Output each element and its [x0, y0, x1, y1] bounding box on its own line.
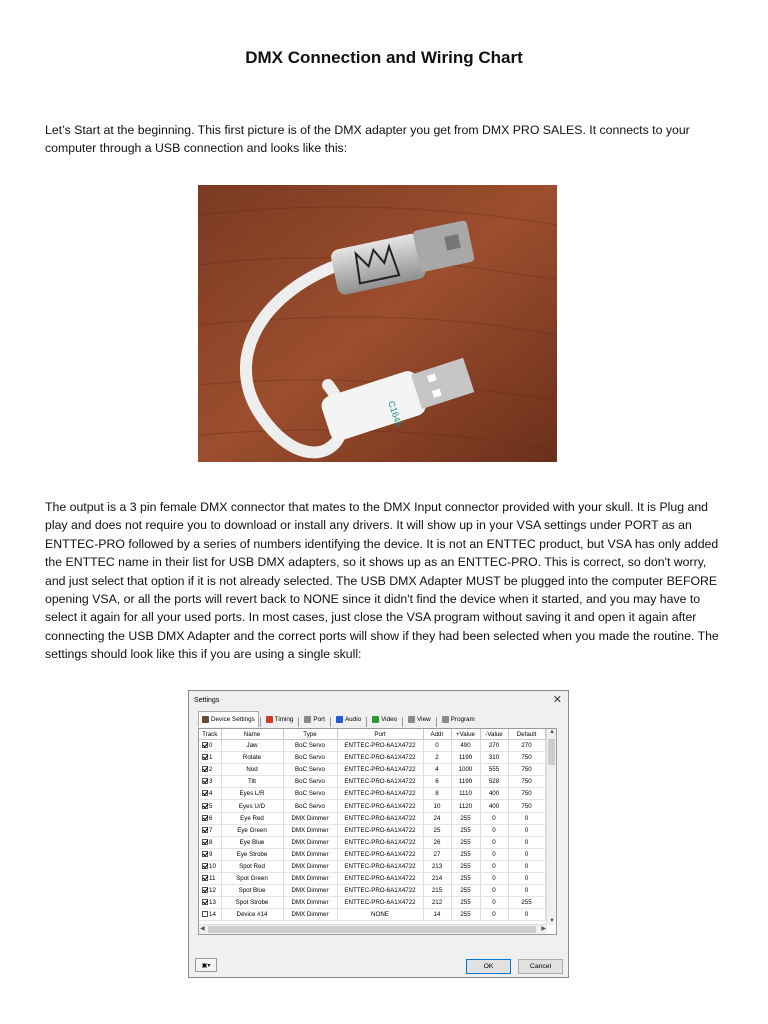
name-cell[interactable]: Eye Green	[221, 824, 283, 836]
track-checkbox[interactable]	[202, 875, 208, 881]
usb-dmx-adapter-photo	[198, 185, 557, 462]
table-row[interactable]	[199, 764, 545, 776]
track-cell	[199, 873, 221, 885]
track-number: 14	[209, 911, 216, 919]
table-row[interactable]	[199, 752, 545, 764]
scroll-right-icon[interactable]: ▶	[541, 926, 546, 932]
port-cell[interactable]: ENTTEC-PRO-6A1X4722	[337, 812, 423, 824]
plus-cell[interactable]: 1190	[451, 776, 480, 788]
type-cell[interactable]: BoC Servo	[283, 776, 337, 788]
port-cell[interactable]: ENTTEC-PRO-6A1X4722	[337, 740, 423, 752]
name-cell[interactable]: Eyes U/D	[221, 800, 283, 812]
tab-label: Device Settings	[211, 716, 255, 723]
track-cell	[199, 788, 221, 800]
minus-cell[interactable]: 400	[480, 800, 508, 812]
tab-label: View	[417, 716, 431, 723]
name-cell[interactable]: Spot Blue	[221, 885, 283, 897]
minus-cell[interactable]: 0	[480, 824, 508, 836]
name-cell[interactable]: Jaw	[221, 740, 283, 752]
addr-cell[interactable]: 10	[423, 800, 451, 812]
default-cell[interactable]: 255	[508, 897, 545, 909]
tab-device-settings[interactable]	[198, 711, 259, 727]
table-row[interactable]	[199, 885, 545, 897]
vertical-scrollbar[interactable]	[546, 729, 556, 925]
minus-cell[interactable]: 0	[480, 860, 508, 872]
plus-cell[interactable]: 1000	[451, 764, 480, 776]
plus-cell[interactable]: 255	[451, 897, 480, 909]
port-cell[interactable]: ENTTEC-PRO-6A1X4722	[337, 800, 423, 812]
default-cell[interactable]: 750	[508, 764, 545, 776]
plus-cell[interactable]: 255	[451, 812, 480, 824]
addr-cell[interactable]: 4	[423, 764, 451, 776]
column-header[interactable]: Port	[337, 729, 423, 740]
track-number: 11	[209, 875, 216, 883]
vertical-scroll-thumb[interactable]	[548, 739, 555, 765]
track-checkbox[interactable]	[202, 754, 208, 760]
track-cell	[199, 812, 221, 824]
intro-paragraph: Let’s Start at the beginning. This first picture is of the DMX adapter you get from DMX PRO SALES. It connects to your computer through a USB connection and looks like this:	[45, 123, 690, 156]
settings-window-title: Settings	[194, 697, 220, 704]
track-cell	[199, 897, 221, 909]
document-title: DMX Connection and Wiring Chart	[245, 48, 523, 67]
track-number: 3	[209, 778, 213, 786]
port-cell[interactable]: ENTTEC-PRO-6A1X4722	[337, 788, 423, 800]
plus-cell[interactable]: 255	[451, 909, 480, 921]
default-cell[interactable]: 750	[508, 788, 545, 800]
tab-separator	[298, 717, 299, 727]
track-number: 6	[209, 814, 213, 822]
port-cell[interactable]: ENTTEC-PRO-6A1X4722	[337, 752, 423, 764]
name-cell[interactable]: Tilt	[221, 776, 283, 788]
minus-cell[interactable]: 0	[480, 848, 508, 860]
track-cell	[199, 860, 221, 872]
default-cell[interactable]: 270	[508, 740, 545, 752]
port-cell[interactable]: ENTTEC-PRO-6A1X4722	[337, 836, 423, 848]
type-cell[interactable]: DMX Dimmer	[283, 897, 337, 909]
type-cell[interactable]: BoC Servo	[283, 788, 337, 800]
tab-separator	[436, 717, 437, 727]
addr-cell[interactable]: 8	[423, 788, 451, 800]
tab-separator	[260, 717, 261, 727]
port-cell[interactable]: ENTTEC-PRO-6A1X4722	[337, 824, 423, 836]
addr-cell[interactable]: 27	[423, 848, 451, 860]
track-number: 7	[209, 826, 213, 834]
track-number: 1	[209, 754, 213, 762]
scroll-left-icon[interactable]: ◀	[200, 926, 205, 932]
track-cell	[199, 740, 221, 752]
track-number: 2	[209, 766, 213, 774]
column-header[interactable]: Default	[508, 729, 545, 740]
minus-cell[interactable]: 0	[480, 885, 508, 897]
table-row[interactable]	[199, 776, 545, 788]
track-cell	[199, 824, 221, 836]
tab-program[interactable]	[438, 712, 479, 727]
tab-timing[interactable]	[262, 712, 298, 727]
type-cell[interactable]: DMX Dimmer	[283, 812, 337, 824]
scroll-down-icon[interactable]: ▼	[549, 918, 555, 924]
type-cell[interactable]: DMX Dimmer	[283, 836, 337, 848]
type-cell[interactable]: BoC Servo	[283, 740, 337, 752]
track-checkbox[interactable]	[202, 766, 208, 772]
type-cell[interactable]: BoC Servo	[283, 764, 337, 776]
default-cell[interactable]: 0	[508, 860, 545, 872]
type-cell[interactable]: DMX Dimmer	[283, 824, 337, 836]
timing-icon	[266, 716, 273, 723]
settings-window	[188, 690, 569, 978]
tab-port[interactable]	[300, 712, 329, 727]
table-row[interactable]	[199, 836, 545, 848]
video-icon	[372, 716, 379, 723]
cancel-button[interactable]: Cancel	[518, 959, 563, 974]
port-cell[interactable]: ENTTEC-PRO-6A1X4722	[337, 860, 423, 872]
close-icon[interactable]: ✕	[552, 694, 562, 706]
tab-label: Port	[313, 716, 325, 723]
track-checkbox[interactable]	[202, 911, 208, 917]
tab-separator	[330, 717, 331, 727]
name-cell[interactable]: Spot Red	[221, 860, 283, 872]
table-row[interactable]	[199, 848, 545, 860]
default-cell[interactable]: 750	[508, 776, 545, 788]
name-cell[interactable]: Spot Strobe	[221, 897, 283, 909]
track-checkbox[interactable]	[202, 863, 208, 869]
port-icon	[304, 716, 311, 723]
track-number: 8	[209, 838, 213, 846]
table-row[interactable]	[199, 897, 545, 909]
window-menu-icon[interactable]: ▣▾	[195, 958, 217, 972]
name-cell[interactable]: Device #14	[221, 909, 283, 921]
track-checkbox[interactable]	[202, 742, 208, 748]
addr-cell[interactable]: 213	[423, 860, 451, 872]
tab-audio[interactable]	[332, 712, 365, 727]
name-cell[interactable]: Eye Blue	[221, 836, 283, 848]
minus-cell[interactable]: 0	[480, 873, 508, 885]
minus-cell[interactable]: 0	[480, 812, 508, 824]
table-row[interactable]	[199, 873, 545, 885]
track-checkbox[interactable]	[202, 827, 208, 833]
table-row[interactable]	[199, 800, 545, 812]
default-cell[interactable]: 0	[508, 873, 545, 885]
plus-cell[interactable]: 1110	[451, 788, 480, 800]
column-header[interactable]: Track	[199, 729, 221, 740]
track-cell	[199, 764, 221, 776]
table-row[interactable]	[199, 788, 545, 800]
type-cell[interactable]: BoC Servo	[283, 800, 337, 812]
name-cell[interactable]: Eye Red	[221, 812, 283, 824]
table-row[interactable]	[199, 824, 545, 836]
tab-separator	[402, 717, 403, 727]
device-settings-grid	[198, 728, 557, 935]
port-cell[interactable]: ENTTEC-PRO-6A1X4722	[337, 848, 423, 860]
track-checkbox[interactable]	[202, 778, 208, 784]
track-number: 12	[209, 887, 216, 895]
track-number: 4	[209, 790, 213, 798]
addr-cell[interactable]: 24	[423, 812, 451, 824]
default-cell[interactable]: 0	[508, 848, 545, 860]
tab-label: Program	[450, 716, 475, 723]
minus-cell[interactable]: 0	[480, 897, 508, 909]
column-header[interactable]: +Value	[451, 729, 480, 740]
track-number: 9	[209, 850, 213, 858]
track-checkbox[interactable]	[202, 887, 208, 893]
default-cell[interactable]: 0	[508, 909, 545, 921]
tab-label: Timing	[274, 716, 294, 723]
name-cell[interactable]: Eyes L/R	[221, 788, 283, 800]
addr-cell[interactable]: 26	[423, 836, 451, 848]
addr-cell[interactable]: 212	[423, 897, 451, 909]
plus-cell[interactable]: 255	[451, 885, 480, 897]
addr-cell[interactable]: 215	[423, 885, 451, 897]
tab-view[interactable]	[404, 712, 435, 727]
type-cell[interactable]: BoC Servo	[283, 752, 337, 764]
track-cell	[199, 848, 221, 860]
track-cell	[199, 885, 221, 897]
type-cell[interactable]: DMX Dimmer	[283, 860, 337, 872]
name-cell[interactable]: Nod	[221, 764, 283, 776]
view-icon	[408, 716, 415, 723]
plus-cell[interactable]: 255	[451, 836, 480, 848]
minus-cell[interactable]: 0	[480, 836, 508, 848]
minus-cell[interactable]: 528	[480, 776, 508, 788]
column-header[interactable]: -Value	[480, 729, 508, 740]
track-cell	[199, 776, 221, 788]
name-cell[interactable]: Rotate	[221, 752, 283, 764]
track-cell	[199, 836, 221, 848]
default-cell[interactable]: 0	[508, 885, 545, 897]
table-row[interactable]	[199, 740, 545, 752]
settings-tabs	[198, 713, 479, 727]
plus-cell[interactable]: 255	[451, 824, 480, 836]
tab-video[interactable]	[368, 712, 401, 727]
port-cell[interactable]: ENTTEC-PRO-6A1X4722	[337, 873, 423, 885]
plus-cell[interactable]: 490	[451, 740, 480, 752]
plus-cell[interactable]: 1190	[451, 752, 480, 764]
plus-cell[interactable]: 1120	[451, 800, 480, 812]
track-number: 5	[209, 802, 213, 810]
port-cell[interactable]: NONE	[337, 909, 423, 921]
port-cell[interactable]: ENTTEC-PRO-6A1X4722	[337, 776, 423, 788]
addr-cell[interactable]: 0	[423, 740, 451, 752]
port-cell[interactable]: ENTTEC-PRO-6A1X4722	[337, 897, 423, 909]
minus-cell[interactable]: 400	[480, 788, 508, 800]
minus-cell[interactable]: 0	[480, 909, 508, 921]
output-paragraph: The output is a 3 pin female DMX connector that mates to the DMX Input connector provided with your skull. It is Plug and play and does not require you to download or install any drivers. It will show up in your VSA settings under PORT as an ENTTEC-PRO followed by a series of numbers identifying the device. It is not an ENTTEC product, but VSA has only added the ENTTEC name in their list for USB DMX adapters, so it shows up as an ENTTEC-PRO. This is correct, so don't worry, and just select that option if it is not already selected. The USB DMX Adapter MUST be plugged into the computer BEFORE opening VSA, or all the ports will revert back to NONE since it didn't find the device when it started, and you may have to select it again for all your used ports. In most cases, just close the VSA program without saving it and open it again after connecting the USB DMX Adapter and the correct ports will show if they had been selected when you made the routine. The settings should look like this if you are using a single skull:	[45, 500, 719, 662]
default-cell[interactable]: 750	[508, 800, 545, 812]
addr-cell[interactable]: 6	[423, 776, 451, 788]
cable-label-text: C1646	[386, 399, 404, 428]
type-cell[interactable]: DMX Dimmer	[283, 885, 337, 897]
addr-cell[interactable]: 25	[423, 824, 451, 836]
audio-icon	[336, 716, 343, 723]
plus-cell[interactable]: 255	[451, 873, 480, 885]
minus-cell[interactable]: 270	[480, 740, 508, 752]
minus-cell[interactable]: 310	[480, 752, 508, 764]
addr-cell[interactable]: 214	[423, 873, 451, 885]
track-checkbox[interactable]	[202, 790, 208, 796]
ok-button[interactable]: OK	[466, 959, 511, 974]
tab-label: Video	[381, 716, 398, 723]
plus-cell[interactable]: 255	[451, 860, 480, 872]
port-cell[interactable]: ENTTEC-PRO-6A1X4722	[337, 885, 423, 897]
track-number: 10	[209, 862, 216, 870]
track-checkbox[interactable]	[202, 899, 208, 905]
default-cell[interactable]: 0	[508, 836, 545, 848]
track-checkbox[interactable]	[202, 803, 208, 809]
track-number: 0	[209, 742, 213, 750]
default-cell[interactable]: 750	[508, 752, 545, 764]
track-cell	[199, 800, 221, 812]
table-row[interactable]	[199, 909, 545, 921]
default-cell[interactable]: 0	[508, 812, 545, 824]
tab-separator	[366, 717, 367, 727]
name-cell[interactable]: Spot Green	[221, 873, 283, 885]
track-checkbox[interactable]	[202, 851, 208, 857]
device-icon	[202, 716, 209, 723]
program-icon	[442, 716, 449, 723]
type-cell[interactable]: DMX Dimmer	[283, 848, 337, 860]
column-header[interactable]: Addr	[423, 729, 451, 740]
track-checkbox[interactable]	[202, 815, 208, 821]
tab-label: Audio	[344, 716, 362, 723]
table-row[interactable]	[199, 812, 545, 824]
track-checkbox[interactable]	[202, 839, 208, 845]
horizontal-scroll-thumb[interactable]	[208, 926, 536, 933]
name-cell[interactable]: Eye Strobe	[221, 848, 283, 860]
scroll-up-icon[interactable]: ▲	[549, 729, 555, 735]
type-cell[interactable]: DMX Dimmer	[283, 873, 337, 885]
addr-cell[interactable]: 14	[423, 909, 451, 921]
track-cell	[199, 752, 221, 764]
table-row[interactable]	[199, 860, 545, 872]
horizontal-scrollbar[interactable]	[199, 924, 547, 934]
plus-cell[interactable]: 255	[451, 848, 480, 860]
port-cell[interactable]: ENTTEC-PRO-6A1X4722	[337, 764, 423, 776]
column-header[interactable]: Name	[221, 729, 283, 740]
column-header[interactable]: Type	[283, 729, 337, 740]
addr-cell[interactable]: 2	[423, 752, 451, 764]
track-number: 13	[209, 899, 216, 907]
minus-cell[interactable]: 555	[480, 764, 508, 776]
default-cell[interactable]: 0	[508, 824, 545, 836]
type-cell[interactable]: DMX Dimmer	[283, 909, 337, 921]
track-cell	[199, 909, 221, 921]
